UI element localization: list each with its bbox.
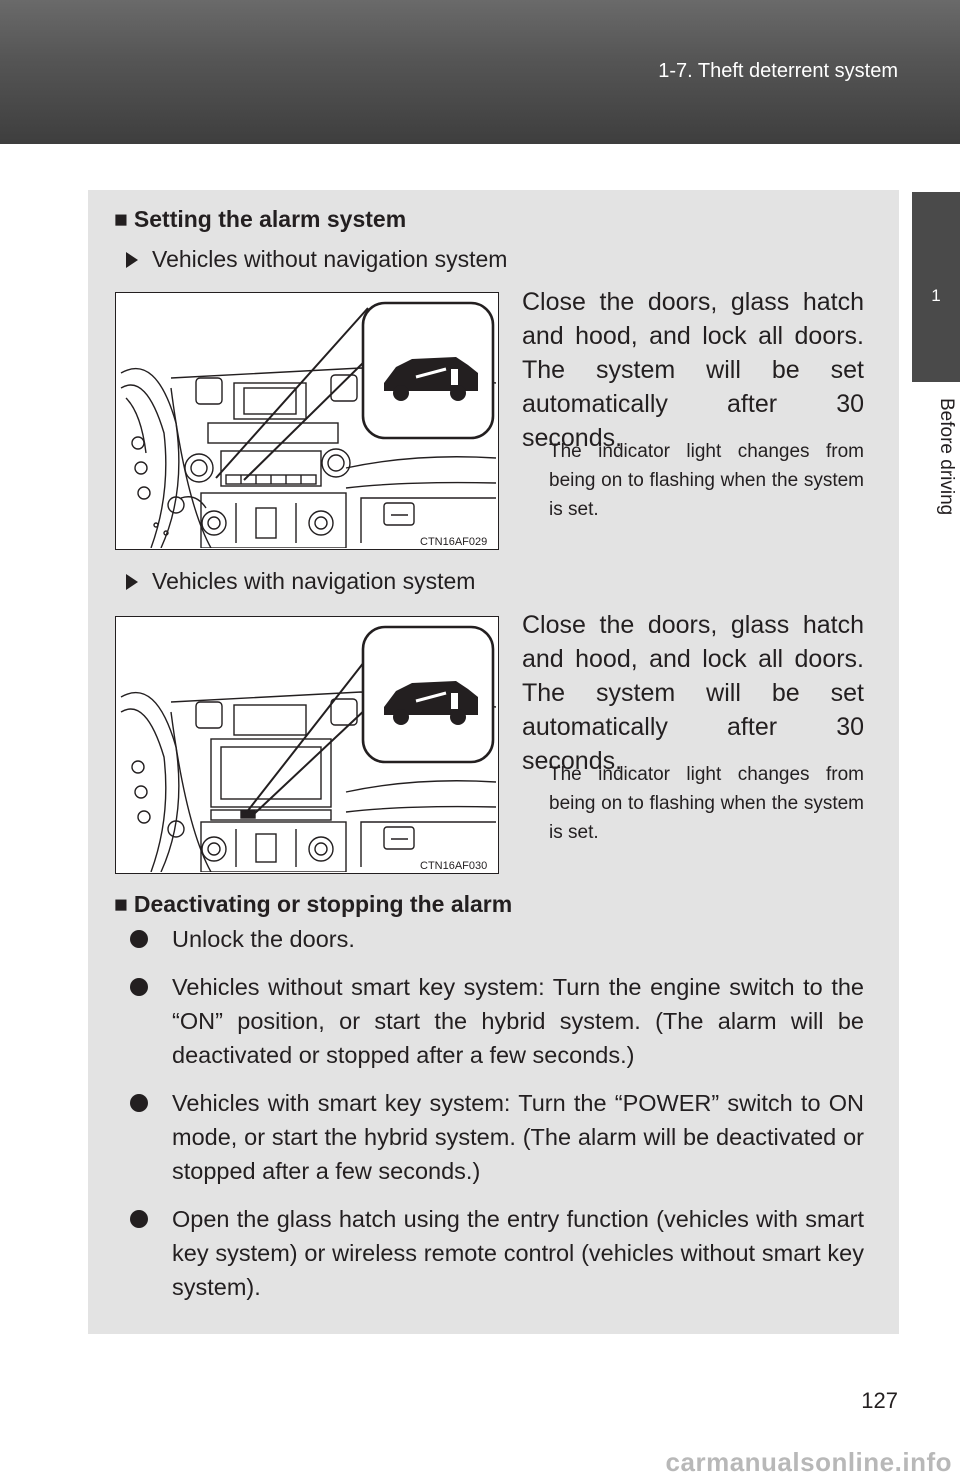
bullet-item: Unlock the doors. [130, 922, 864, 956]
deactivate-bullet-list [130, 922, 864, 1318]
arrow-icon [126, 574, 138, 590]
section-title-setting: ■ Setting the alarm system [114, 206, 407, 232]
figure-code-030: CTN16AF030 [420, 860, 488, 872]
subheading-without-nav: Vehicles without navigation system [126, 246, 507, 273]
instruction-without-nav: Close the doors, glass hatch and hood, and lock all doors. The system will be set automatically after 30 seconds. [522, 288, 864, 452]
bullet-item: Vehicles with smart key system: Turn the “POWER” switch to ON mode, or start the hybrid system. (The alarm will be deactivated or stopped after a few seconds.) [130, 1086, 864, 1188]
chapter-number: 1 [931, 286, 941, 305]
square-icon: ■ [114, 206, 128, 232]
page-number: 127 [861, 1388, 898, 1413]
dashboard-figure-without-nav [115, 292, 499, 550]
bullet-dot-icon [130, 930, 148, 948]
dashboard-figure-with-nav [115, 616, 499, 874]
subheading-with-nav: Vehicles with navigation system [126, 568, 475, 595]
instruction-with-nav: Close the doors, glass hatch and hood, and lock all doors. The system will be set automatically after 30 seconds. [522, 611, 864, 775]
watermark-text: carmanualsonline.info [665, 1447, 952, 1477]
note-without-nav: The indicator light changes from being on to flashing when the system is set. [549, 441, 864, 520]
watermark [0, 1440, 960, 1484]
page-header [0, 0, 960, 144]
bullet-dot-icon [130, 978, 148, 996]
section-title-deactivate: ■ Deactivating or stopping the alarm [114, 891, 513, 917]
square-icon: ■ [114, 891, 128, 917]
bullet-item: Open the glass hatch using the entry function (vehicles with smart key system) or wireless remote control (vehicles without smart key system). [130, 1202, 864, 1304]
figure-code-029: CTN16AF029 [420, 536, 488, 548]
arrow-icon [126, 252, 138, 268]
header-title: 1-7. Theft deterrent system [658, 60, 898, 82]
note-with-nav: The indicator light changes from being on to flashing when the system is set. [549, 764, 864, 843]
chapter-label: Before driving [936, 398, 957, 516]
bullet-dot-icon [130, 1094, 148, 1112]
bullet-item: Vehicles without smart key system: Turn the engine switch to the “ON” position, or start the hybrid system. (The alarm will be deactivated or stopped after a few seconds.) [130, 970, 864, 1072]
bullet-dot-icon [130, 1210, 148, 1228]
